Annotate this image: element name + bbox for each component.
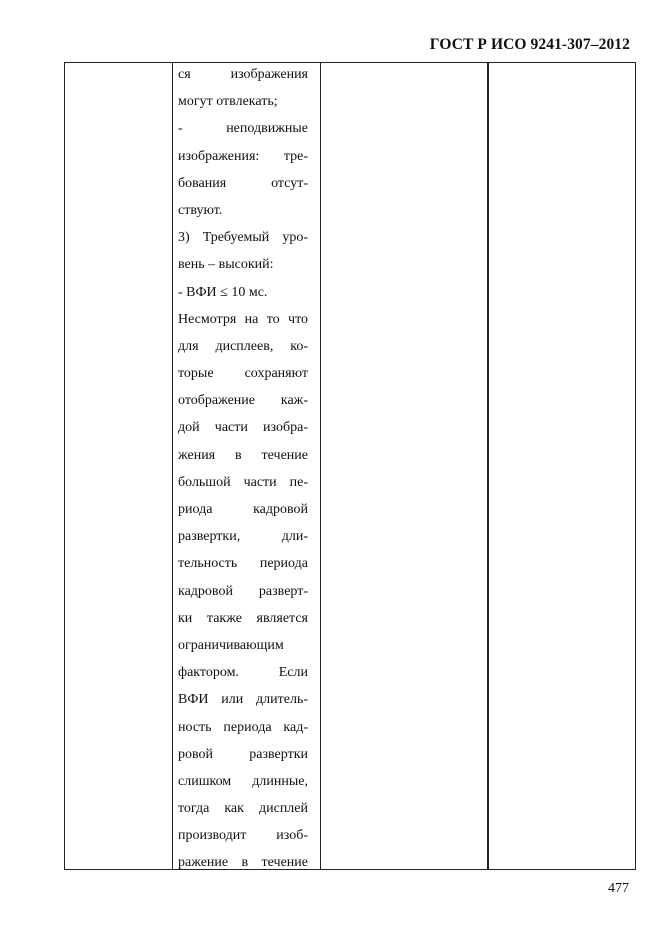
cell-text-line: отображение каж-	[178, 393, 308, 409]
column-divider-3	[487, 63, 489, 869]
table-border-left	[64, 63, 65, 869]
cell-text-line: слишком длинные,	[178, 773, 308, 789]
cell-text-line: могут отвлекать;	[178, 94, 278, 110]
cell-text-line: ки также является	[178, 610, 308, 626]
cell-text-line: жения в течение	[178, 447, 308, 463]
document-header: ГОСТ Р ИСО 9241-307–2012	[429, 36, 630, 53]
cell-text-line: развертки, дли-	[178, 529, 308, 545]
cell-text-line: производит изоб-	[178, 828, 308, 844]
cell-text-line: большой части пе-	[178, 474, 308, 490]
cell-text-line: риода кадровой	[178, 502, 308, 517]
cell-text-line: изображения: тре-	[178, 148, 308, 164]
cell-text-line: ся изображения	[178, 67, 308, 82]
cell-text-line: бования отсут-	[178, 175, 308, 191]
cell-text-line: ражение в течение	[178, 855, 308, 871]
cell-text-line: вень – высокий:	[178, 257, 274, 273]
cell-text-line: для дисплеев, ко-	[178, 338, 308, 354]
cell-text-line: ровой развертки	[178, 746, 308, 762]
cell-text-line: - ВФИ ≤ 10 мс.	[178, 284, 268, 300]
cell-text-line: ВФИ или длитель-	[178, 692, 308, 708]
document-table	[64, 62, 636, 870]
cell-text-line: дой части изобра-	[178, 420, 308, 436]
column-divider-2	[320, 63, 321, 869]
cell-text-line: фактором. Если	[178, 665, 308, 681]
cell-text-line: тогда как дисплей	[178, 801, 308, 817]
cell-text-line: торые сохраняют	[178, 366, 308, 382]
table-border-right	[635, 63, 636, 869]
cell-text-line: 3) Требуемый уро-	[178, 230, 308, 246]
cell-text-line: ствуют.	[178, 202, 223, 218]
cell-text-line: тельность периода	[178, 556, 308, 572]
cell-text-line: Несмотря на то что	[178, 311, 308, 327]
cell-text-line: кадровой разверт-	[178, 583, 308, 599]
column-divider-1	[172, 63, 173, 869]
page-number: 477	[608, 881, 629, 896]
table-cell-description	[178, 63, 308, 879]
cell-text-line: ограничивающим	[178, 637, 284, 653]
cell-text-line: - неподвижные	[178, 121, 308, 137]
cell-text-line: ность периода кад-	[178, 719, 308, 735]
